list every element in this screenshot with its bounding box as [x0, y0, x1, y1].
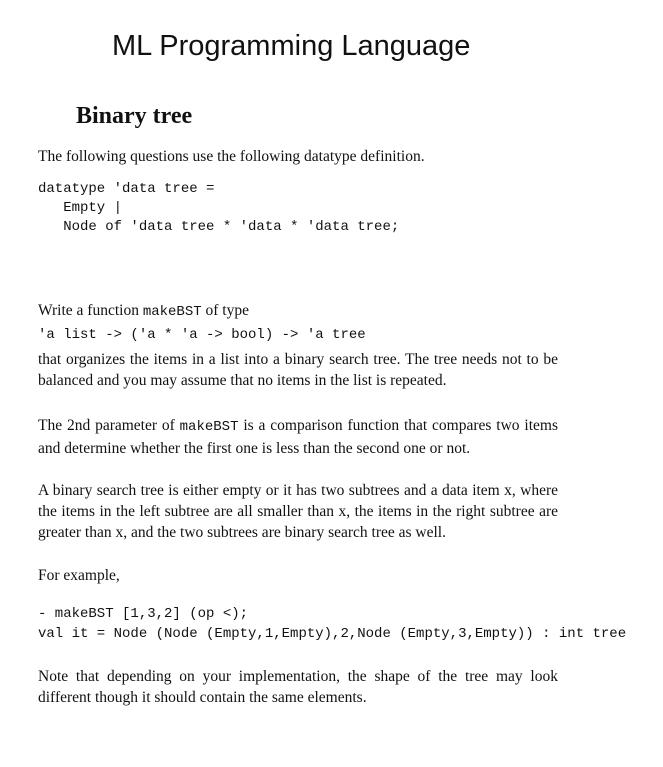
intro-text: The following questions use the following datatype definition. — [38, 148, 425, 165]
task-text — [38, 300, 249, 323]
task-prefix: Write a function — [38, 302, 143, 319]
paragraph-note: Note that depending on your implementation, the shape of the tree may look different though it should contain the same elements. — [38, 668, 558, 706]
section-heading: Binary tree — [76, 103, 193, 129]
function-name: makeBST — [179, 419, 239, 435]
example-label: For example, — [38, 567, 120, 584]
datatype-code-line-2: Empty | — [38, 200, 123, 216]
page-title: ML Programming Language — [112, 30, 471, 62]
datatype-code-line-1: datatype 'data tree = — [38, 181, 215, 197]
datatype-code-line-3: Node of 'data tree * 'data * 'data tree; — [38, 219, 400, 235]
paragraph-comparison — [38, 415, 558, 459]
paragraph-bst-definition: A binary search tree is either empty or it has two subtrees and a data item x, where the items in the left subtree are all smaller than x, the items in the right subtree are greater than x, and the two subtrees are binary search tree as well. — [38, 482, 558, 541]
type-signature: 'a list -> ('a * 'a -> bool) -> 'a tree — [38, 327, 366, 343]
example-code-line-2: val it = Node (Node (Empty,1,Empty),2,Node (Empty,3,Empty)) : int tree — [38, 626, 627, 642]
example-code-line-1: - makeBST [1,3,2] (op <); — [38, 606, 249, 622]
paragraph-organize: that organizes the items in a list into a binary search tree. The tree needs not to be balanced and you may assume that no items in the list is repeated. — [38, 351, 558, 389]
function-name: makeBST — [142, 304, 202, 320]
task-suffix: of type — [201, 302, 249, 319]
p2-prefix: The 2nd parameter of — [38, 417, 180, 434]
p2-suffix: is a comparison function that compares two items and determine whether the first one is less than the second one or not. — [38, 417, 558, 457]
